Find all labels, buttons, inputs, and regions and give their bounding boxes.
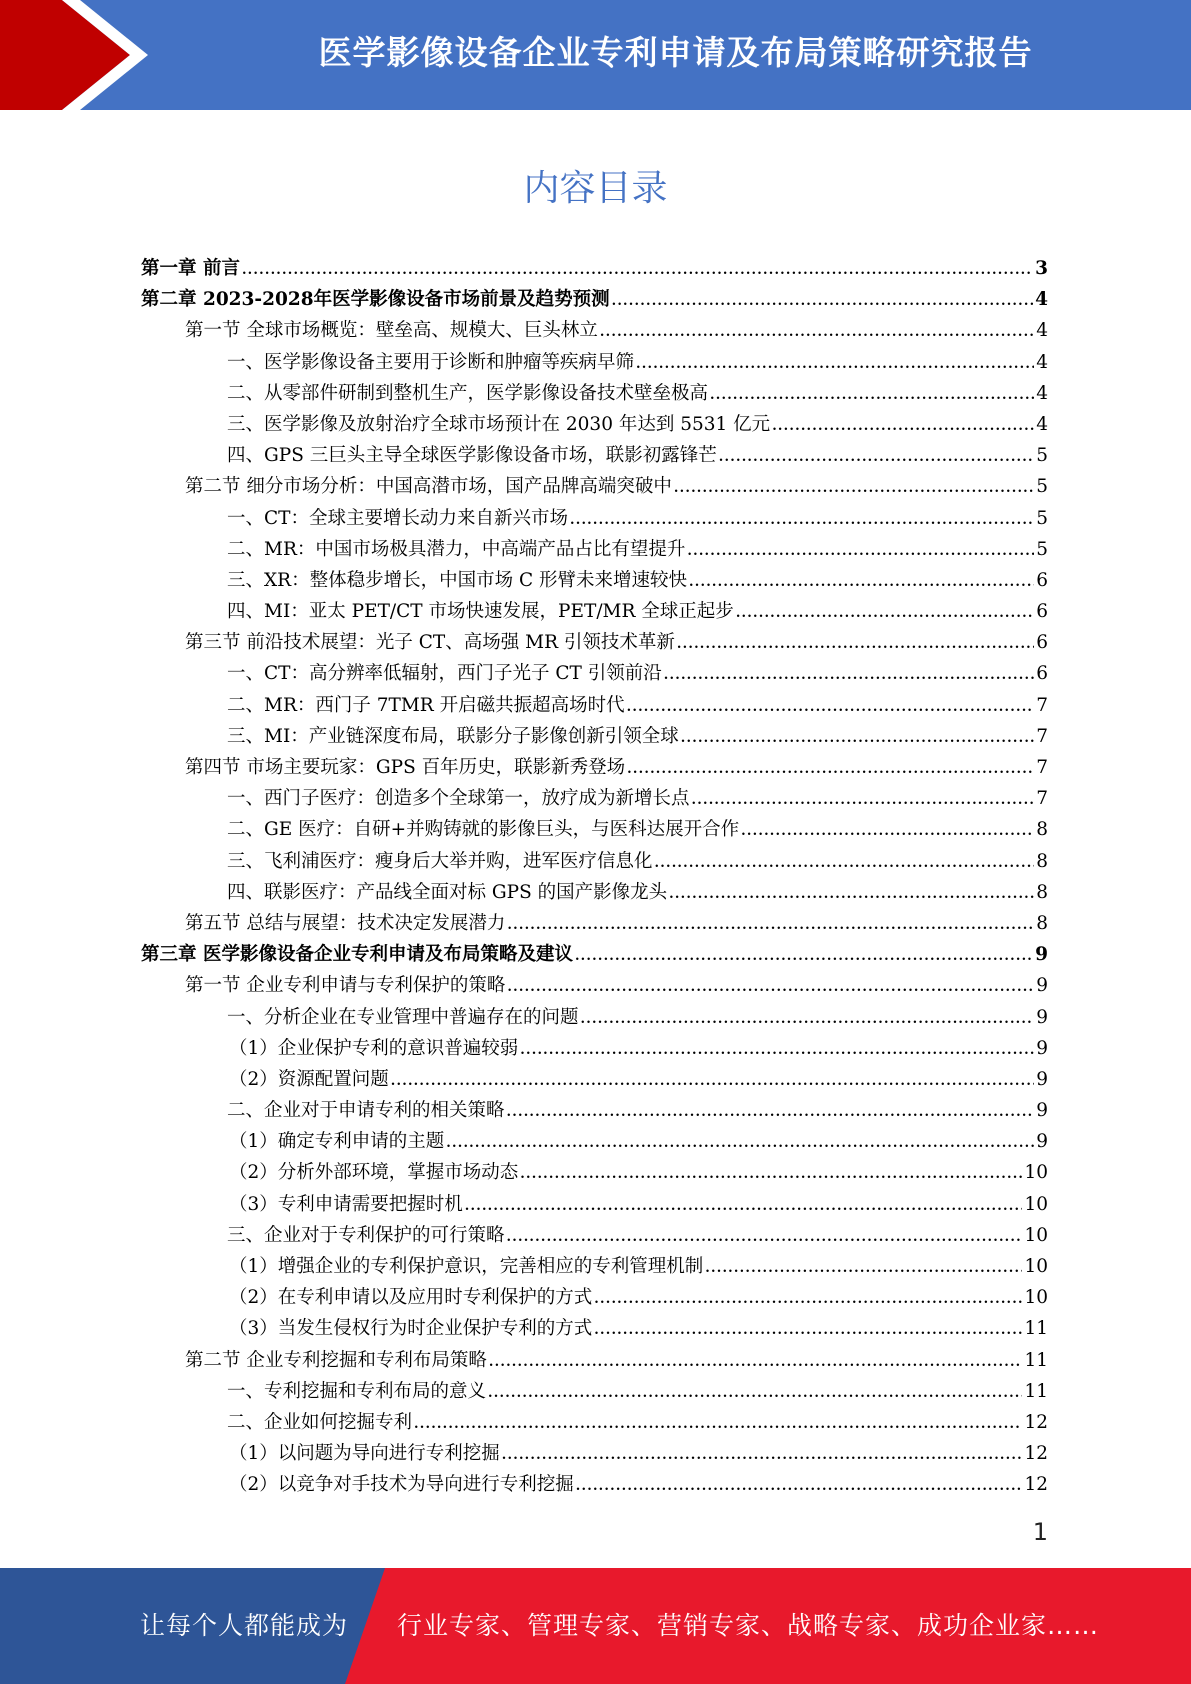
toc-entry-page: 4 <box>1035 289 1048 311</box>
toc-entry-title: 第二章 2023-2028年医学影像设备市场前景及趋势预测 <box>141 289 610 311</box>
toc-entry[interactable] <box>141 503 1048 534</box>
toc-entry[interactable] <box>141 1189 1048 1220</box>
toc-entry[interactable] <box>141 471 1048 502</box>
toc-entry-page: 11 <box>1024 1380 1048 1402</box>
footer-band <box>0 1568 1191 1684</box>
toc-entry-title: （1）增强企业的专利保护意识，完善相应的专利管理机制 <box>229 1256 704 1277</box>
toc-leader-dots <box>520 1035 1034 1066</box>
toc-entry-page: 8 <box>1036 912 1048 934</box>
toc-leader-dots <box>689 567 1034 598</box>
report-title: 医学影像设备企业专利申请及布局策略研究报告 <box>318 33 1033 72</box>
toc-entry[interactable] <box>141 1345 1048 1376</box>
toc-entry-page: 8 <box>1036 819 1048 841</box>
toc-entry-title: （2）以竞争对手技术为导向进行专利挖掘 <box>229 1474 574 1496</box>
toc-entry-page: 12 <box>1024 1443 1048 1465</box>
toc-entry-page: 6 <box>1036 601 1048 623</box>
toc-entry-page: 12 <box>1024 1411 1048 1433</box>
toc-entry[interactable] <box>141 939 1048 970</box>
toc-entry[interactable] <box>141 284 1048 315</box>
toc-entry[interactable] <box>141 1033 1048 1064</box>
toc-entry-title: （3）当发生侵权行为时企业保护专利的方式 <box>229 1318 593 1340</box>
toc-entry-title: 二、企业对于申请专利的相关策略 <box>227 1100 505 1122</box>
toc-entry[interactable] <box>141 347 1048 378</box>
footer-slogan-right: 行业专家、管理专家、营销专家、战略专家、成功企业家…… <box>397 1611 1100 1640</box>
toc-entry-page: 4 <box>1036 320 1048 342</box>
toc-entry-page: 9 <box>1036 975 1048 997</box>
toc-leader-dots <box>581 1004 1035 1035</box>
toc-entry[interactable] <box>141 1157 1048 1188</box>
toc-leader-dots <box>594 1284 1022 1315</box>
toc-entry-title: 第五节 总结与展望：技术决定发展潜力 <box>185 912 506 934</box>
toc-entry[interactable] <box>141 1220 1048 1251</box>
toc-entry[interactable] <box>141 1002 1048 1033</box>
toc-entry-title: 三、医学影像及放射治疗全球市场预计在 2030 年达到 5531 亿元 <box>227 413 771 435</box>
toc-entry[interactable] <box>141 1251 1048 1282</box>
toc-entry-page: 9 <box>1036 1006 1048 1028</box>
toc-entry-page: 11 <box>1024 1318 1048 1340</box>
toc-entry-title: 第一节 企业专利申请与专利保护的策略 <box>185 975 506 997</box>
toc-leader-dots <box>507 972 1034 1003</box>
toc-leader-dots <box>502 1440 1023 1471</box>
header-chevron-icon <box>0 0 160 110</box>
toc-leader-dots <box>600 317 1034 348</box>
toc-entry-page: 11 <box>1024 1349 1048 1371</box>
toc-leader-dots <box>594 1315 1022 1346</box>
toc-entry-title: （2）在专利申请以及应用时专利保护的方式 <box>229 1287 593 1309</box>
toc-entry-page: 8 <box>1036 881 1048 903</box>
toc-entry-page: 7 <box>1036 757 1048 778</box>
toc-leader-dots <box>719 442 1034 473</box>
toc-entry[interactable] <box>141 565 1048 596</box>
toc-leader-dots <box>446 1128 1034 1159</box>
toc-entry-page: 7 <box>1036 694 1048 716</box>
toc-leader-dots <box>520 1159 1022 1190</box>
toc-entry[interactable] <box>141 1126 1048 1157</box>
toc-entry[interactable] <box>141 1376 1048 1407</box>
toc-entry[interactable] <box>141 1282 1048 1313</box>
footer-slogan-left: 让每个人都能成为 <box>140 1611 349 1640</box>
toc-entry-title: 三、企业对于专利保护的可行策略 <box>227 1224 505 1246</box>
toc-leader-dots <box>674 473 1034 504</box>
toc-entry-page: 9 <box>1036 1068 1048 1090</box>
toc-leader-dots <box>687 536 1034 567</box>
toc-entry-page: 4 <box>1036 382 1048 404</box>
toc-leader-dots <box>627 754 1034 785</box>
toc-leader-dots <box>242 255 1033 286</box>
toc-leader-dots <box>772 411 1034 442</box>
toc-entry-title: 第三节 前沿技术展望：光子 CT、高场强 MR 引领技术革新 <box>185 632 675 654</box>
toc-entry-page: 10 <box>1024 1193 1048 1215</box>
toc-entry-page: 7 <box>1036 788 1048 810</box>
toc-entry[interactable] <box>141 440 1048 471</box>
toc-entry-page: 6 <box>1036 569 1048 591</box>
toc-entry-page: 10 <box>1024 1287 1048 1309</box>
toc-leader-dots <box>570 505 1034 536</box>
toc-entry-title: 二、GE 医疗：自研+并购铸就的影像巨头，与医科达展开合作 <box>227 819 740 841</box>
toc-entry-title: 二、企业如何挖掘专利 <box>227 1411 413 1433</box>
toc-entry-page: 5 <box>1036 445 1048 467</box>
toc-entry[interactable] <box>141 1438 1048 1469</box>
toc-entry-title: 二、MR：中国市场极具潜力，中高端产品占比有望提升 <box>227 538 686 560</box>
toc-entry[interactable] <box>141 627 1048 658</box>
toc-entry-page: 7 <box>1036 725 1048 747</box>
toc-leader-dots <box>664 660 1034 691</box>
toc-entry-title: 三、MI：产业链深度布局，联影分子影像创新引领全球 <box>227 725 679 747</box>
toc-entry-title: （1）企业保护专利的意识普遍较弱 <box>229 1037 519 1059</box>
toc-entry-page: 9 <box>1036 1131 1048 1153</box>
toc-leader-dots <box>669 879 1034 910</box>
toc-entry[interactable] <box>141 1313 1048 1344</box>
toc-leader-dots <box>705 1253 1022 1284</box>
toc-leader-dots <box>710 380 1034 411</box>
toc-entry-page: 9 <box>1036 1100 1048 1122</box>
toc-entry[interactable] <box>141 596 1048 627</box>
toc-entry-page: 10 <box>1024 1256 1048 1277</box>
toc-entry[interactable] <box>141 877 1048 908</box>
toc-entry-title: （1）以问题为导向进行专利挖掘 <box>229 1443 500 1465</box>
toc-entry-title: 三、飞利浦医疗：瘦身后大举并购，进军医疗信息化 <box>227 850 653 872</box>
toc-leader-dots <box>636 349 1034 380</box>
toc-entry-title: 一、医学影像设备主要用于诊断和肿瘤等疾病早筛 <box>227 351 635 373</box>
toc-leader-dots <box>677 629 1034 660</box>
toc-entry[interactable] <box>141 409 1048 440</box>
toc-entry[interactable] <box>141 908 1048 939</box>
toc-leader-dots <box>507 1222 1023 1253</box>
toc-leader-dots <box>507 1097 1035 1128</box>
toc-entry-title: 一、专利挖掘和专利布局的意义 <box>227 1380 487 1402</box>
toc-entry-page: 9 <box>1035 944 1048 966</box>
toc-entry-title: 第一章 前言 <box>141 258 240 279</box>
toc-leader-dots <box>575 941 1033 972</box>
toc-leader-dots <box>612 286 1034 317</box>
toc-entry-title: 四、MI：亚太 PET/CT 市场快速发展，PET/MR 全球正起步 <box>227 601 734 623</box>
toc-entry-page: 6 <box>1036 663 1048 685</box>
toc-entry-page: 5 <box>1036 507 1048 529</box>
toc-entry-title: 第一节 全球市场概览：壁垒高、规模大、巨头林立 <box>185 320 598 342</box>
toc-entry[interactable] <box>141 721 1048 752</box>
toc-leader-dots <box>741 816 1034 847</box>
toc-entry-title: （2）分析外部环境，掌握市场动态 <box>229 1162 519 1184</box>
toc-entry[interactable] <box>141 846 1048 877</box>
toc-entry-title: 一、分析企业在专业管理中普遍存在的问题 <box>227 1006 579 1028</box>
toc-entry-title: （2）资源配置问题 <box>229 1068 389 1090</box>
toc-entry-page: 5 <box>1036 538 1048 560</box>
toc-leader-dots <box>655 848 1035 879</box>
toc-leader-dots <box>488 1378 1022 1409</box>
toc-entry[interactable] <box>141 752 1048 783</box>
toc-entry-title: 三、XR：整体稳步增长，中国市场 C 形臂未来增速较快 <box>227 569 688 591</box>
toc-entry[interactable] <box>141 970 1048 1001</box>
toc-entry[interactable] <box>141 534 1048 565</box>
toc-entry[interactable] <box>141 783 1048 814</box>
toc-entry-title: 第二节 企业专利挖掘和专利布局策略 <box>185 1349 487 1371</box>
toc-entry[interactable] <box>141 1407 1048 1438</box>
toc-entry-page: 3 <box>1035 258 1048 279</box>
toc-entry-page: 12 <box>1024 1474 1048 1496</box>
toc-entry-title: 四、GPS 三巨头主导全球医学影像设备市场，联影初露锋芒 <box>227 445 717 467</box>
toc-entry-page: 8 <box>1036 850 1048 872</box>
toc-entry-title: （3）专利申请需要把握时机 <box>229 1193 463 1215</box>
toc-leader-dots <box>507 910 1034 941</box>
toc-entry[interactable] <box>141 378 1048 409</box>
toc-entry[interactable] <box>141 1064 1048 1095</box>
toc-entry[interactable] <box>141 814 1048 845</box>
toc-entry-title: 第四节 市场主要玩家：GPS 百年历史，联影新秀登场 <box>185 757 626 778</box>
page-number: 1 <box>1032 1518 1048 1546</box>
toc-leader-dots <box>627 692 1035 723</box>
toc-entry[interactable] <box>141 1095 1048 1126</box>
toc-entry[interactable] <box>141 690 1048 721</box>
toc-entry-title: 一、CT：全球主要增长动力来自新兴市场 <box>227 507 568 529</box>
toc-leader-dots <box>391 1066 1034 1097</box>
toc-entry-page: 9 <box>1036 1037 1048 1059</box>
toc-entry-page: 4 <box>1036 351 1048 373</box>
toc-entry-title: 第二节 细分市场分析：中国高潜市场，国产品牌高端突破中 <box>185 476 672 498</box>
toc-entry-title: 二、从零部件研制到整机生产，医学影像设备技术壁垒极高 <box>227 382 709 404</box>
toc-entry[interactable] <box>141 315 1048 346</box>
toc-entry[interactable] <box>141 658 1048 689</box>
toc-entry-title: 二、MR：西门子 7TMR 开启磁共振超高场时代 <box>227 694 625 716</box>
table-of-contents <box>141 253 1048 1501</box>
toc-leader-dots <box>489 1347 1023 1378</box>
toc-entry-page: 4 <box>1036 413 1048 435</box>
toc-leader-dots <box>681 723 1034 754</box>
toc-entry-title: 四、联影医疗：产品线全面对标 GPS 的国产影像龙头 <box>227 881 668 903</box>
toc-entry-title: 一、CT：高分辨率低辐射，西门子光子 CT 引领前沿 <box>227 663 662 685</box>
toc-entry-title: 一、西门子医疗：创造多个全球第一，放疗成为新增长点 <box>227 788 690 810</box>
toc-leader-dots <box>465 1191 1023 1222</box>
toc-entry[interactable] <box>141 1469 1048 1500</box>
toc-entry-page: 10 <box>1024 1162 1048 1184</box>
toc-heading: 内容目录 <box>523 168 668 209</box>
toc-entry-page: 5 <box>1036 476 1048 498</box>
toc-leader-dots <box>736 598 1034 629</box>
toc-entry-title: （1）确定专利申请的主题 <box>229 1131 445 1153</box>
toc-leader-dots <box>414 1409 1022 1440</box>
toc-entry[interactable] <box>141 253 1048 284</box>
report-header-band <box>0 0 1191 110</box>
toc-entry-page: 10 <box>1024 1224 1048 1246</box>
toc-leader-dots <box>692 785 1035 816</box>
toc-leader-dots <box>576 1471 1023 1502</box>
toc-entry-page: 6 <box>1036 632 1048 654</box>
toc-entry-title: 第三章 医学影像设备企业专利申请及布局策略及建议 <box>141 944 573 966</box>
